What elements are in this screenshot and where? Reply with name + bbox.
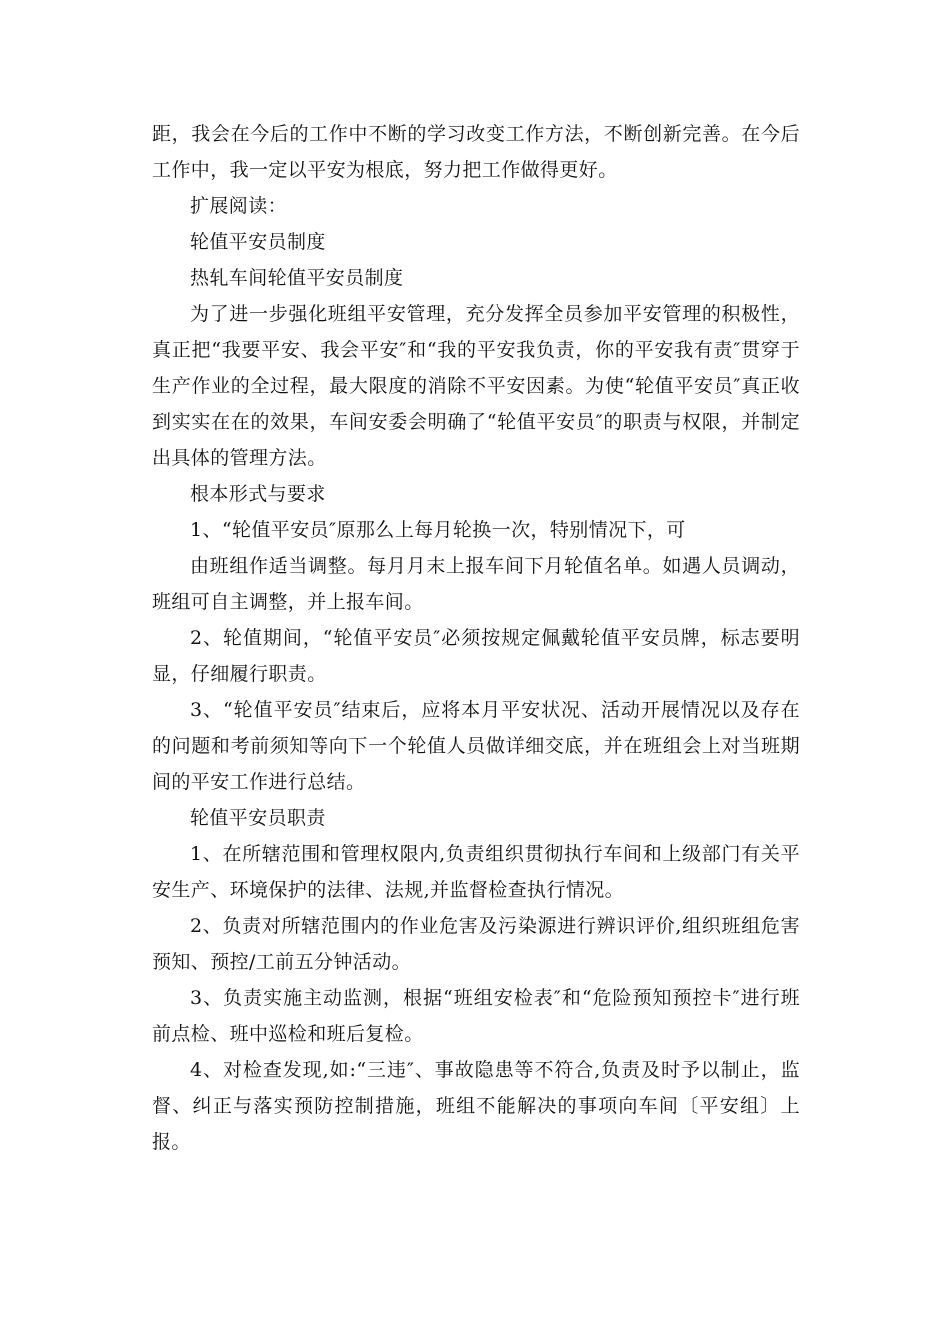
paragraph-duty-3: 3、负责实施主动监测，根据“班组安检表″和“危险预知预控卡″进行班前点检、班中巡检和班后复检。 bbox=[152, 987, 800, 1045]
paragraph-introduction: 为了进一步强化班组平安管理，充分发挥全员参加平安管理的积极性，真正把“我要平安、我会平安″和“我的平安我负责，你的平安我有责″贯穿于生产作业的全过程，最大限度的消除不平安因素。为使“轮值平安员″真正收到实实在在的效果，车间安委会明确了“轮值平安员″的职责与权限，并制定出具体的管理方法。 bbox=[152, 303, 800, 469]
paragraph-requirement-1-continued: 由班组作适当调整。每月月末上报车间下月轮值名单。如遇人员调动，班组可自主调整，并上报车间。 bbox=[152, 555, 800, 613]
heading-safety-officer-duties: 轮值平安员职责 bbox=[190, 807, 326, 829]
heading-basic-form-requirements: 根本形式与要求 bbox=[190, 483, 326, 505]
paragraph-requirement-3: 3、“轮值平安员″结束后，应将本月平安状况、活动开展情况以及存在的问题和考前须知等向下一个轮值人员做详细交底，并在班组会上对当班期间的平安工作进行总结。 bbox=[152, 699, 800, 793]
paragraph-requirement-2: 2、轮值期间，“轮值平安员″必须按规定佩戴轮值平安员牌，标志要明显，仔细履行职责。 bbox=[152, 627, 800, 685]
paragraph-requirement-1: 1、“轮值平安员″原那么上每月轮换一次，特别情况下，可 bbox=[190, 519, 686, 541]
document-body bbox=[152, 116, 800, 1160]
heading-rotation-safety-system: 轮值平安员制度 bbox=[190, 231, 326, 253]
paragraph-continuation: 距，我会在今后的工作中不断的学习改变工作方法，不断创新完善。在今后工作中，我一定以平安为根底，努力把工作做得更好。 bbox=[152, 123, 800, 181]
heading-hot-rolling-workshop-system: 热轧车间轮值平安员制度 bbox=[190, 267, 404, 289]
paragraph-extended-reading: 扩展阅读： bbox=[190, 195, 288, 217]
paragraph-duty-2: 2、负责对所辖范围内的作业危害及污染源进行辨识评价,组织班组危害预知、预控/工前五分钟活动。 bbox=[152, 915, 800, 973]
paragraph-duty-1: 1、在所辖范围和管理权限内,负责组织贯彻执行车间和上级部门有关平安生产、环境保护的法律、法规,并监督检查执行情况。 bbox=[152, 843, 800, 901]
paragraph-duty-4: 4、对检查发现,如:“三违″、事故隐患等不符合,负责及时予以制止，监督、纠正与落实预防控制措施，班组不能解决的事项向车间〔平安组〕上报。 bbox=[152, 1059, 800, 1153]
